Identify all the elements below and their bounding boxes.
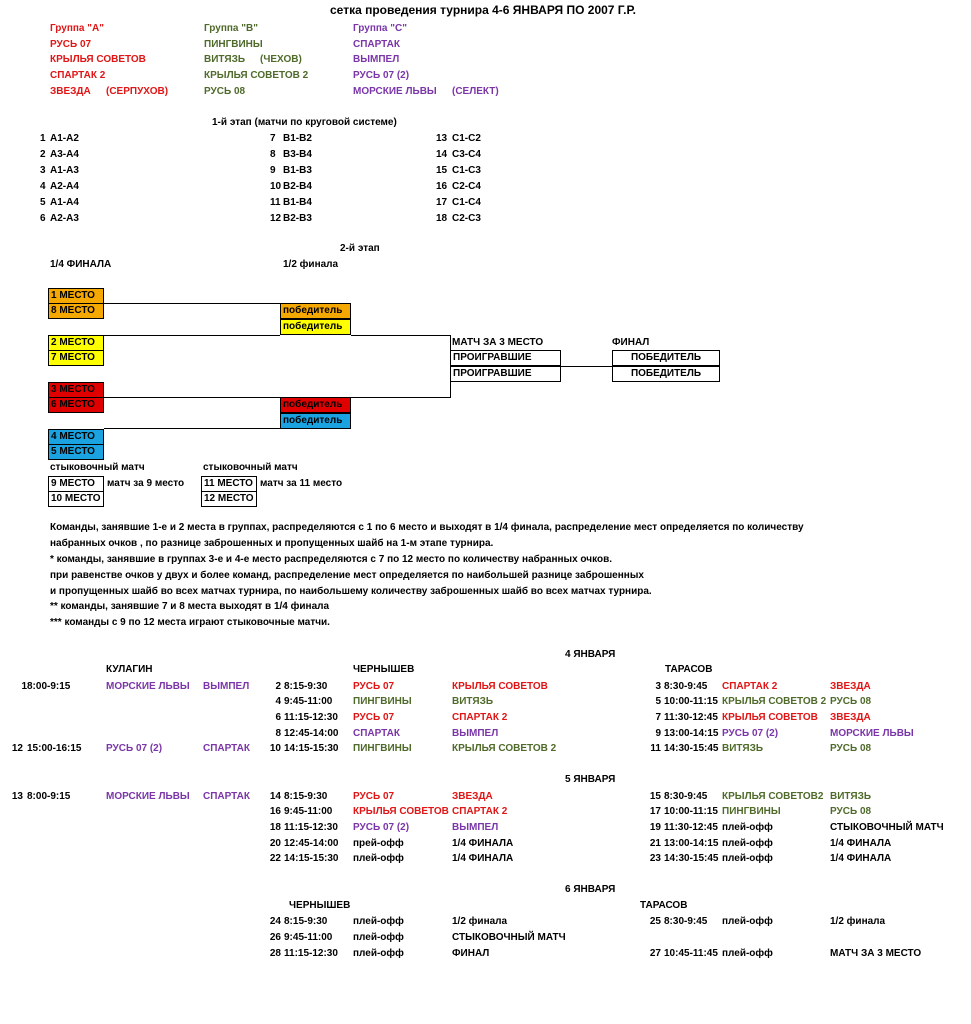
match-number: 14 (436, 149, 448, 160)
game-team-b: ЗВЕЗДА (452, 791, 493, 802)
game-team-a: плей-офф (722, 822, 773, 833)
game-number: 13 (11, 791, 23, 802)
game-number: 25 (649, 916, 661, 927)
game-number: 14 (269, 791, 281, 802)
game-number: 26 (269, 932, 281, 943)
match-pairing: В3-В4 (283, 149, 312, 160)
game-number: 4 (275, 696, 281, 707)
group-a-team: СПАРТАК 2 (50, 70, 106, 81)
game-number: 18 (269, 822, 281, 833)
game-team-a: плей-офф (353, 948, 404, 959)
joint-match-label: стыковочный матч (203, 462, 298, 473)
semi-winner-slot: победитель (280, 319, 351, 335)
game-team-b: МАТЧ ЗА 3 МЕСТО (830, 948, 922, 959)
match-number: 3 (40, 165, 46, 176)
group-c-team: РУСЬ 07 (2) (353, 70, 410, 81)
match-pairing: С2-С3 (452, 213, 481, 224)
game-team-a: КРЫЛЬЯ СОВЕТОВ (353, 806, 449, 817)
stage1-title: 1-й этап (матчи по круговой системе) (212, 117, 397, 128)
joint-slot-11: 11 МЕСТО (201, 476, 257, 492)
game-time: 9:45-11:00 (284, 696, 333, 707)
game-team-a: плей-офф (722, 948, 773, 959)
match-number: 17 (436, 197, 448, 208)
page-title: сетка проведения турнира 4-6 ЯНВАРЯ ПО 2007 Г.Р. (330, 3, 636, 17)
game-team-b: 1/2 финала (452, 916, 508, 927)
game-time: 8:30-9:45 (664, 916, 708, 927)
game-time: 8:00-9:15 (27, 791, 71, 802)
game-time: 9:45-11:00 (284, 932, 333, 943)
stage2-title: 2-й этап (340, 243, 380, 254)
joint-slot-12: 12 МЕСТО (201, 491, 257, 507)
game-team-b: МОРСКИЕ ЛЬВЫ (830, 728, 914, 739)
note-line: при равенстве очков у двух и более команд, распределение мест определяется по наибольшей разнице заброшенных (50, 570, 644, 581)
note-line: *** команды с 9 по 12 места играют стыковочные матчи. (50, 617, 330, 628)
game-number: 15 (649, 791, 661, 802)
game-time: 8:30-9:45 (664, 791, 708, 802)
semi-winner-slot: победитель (280, 397, 351, 413)
match-pairing: С1-С3 (452, 165, 481, 176)
match-pairing: С2-С4 (452, 181, 481, 192)
qf-slot-3: 3 МЕСТО (48, 382, 104, 398)
game-number: 20 (269, 838, 281, 849)
game-time: 8:15-9:30 (284, 791, 328, 802)
losers-slot: ПРОИГРАВШИЕ (450, 366, 561, 382)
game-number: 1 (21, 681, 27, 692)
bracket-line (104, 428, 280, 429)
match-pairing: А1-А2 (50, 133, 79, 144)
joint-match-label: стыковочный матч (50, 462, 145, 473)
game-time: 8:15-9:30 (284, 681, 328, 692)
game-team-b: ВИТЯЗЬ (452, 696, 494, 707)
match-pairing: В2-В3 (283, 213, 312, 224)
game-time: 13:00-14:15 (664, 838, 719, 849)
qf-slot-2: 2 МЕСТО (48, 335, 104, 351)
losers-slot: ПРОИГРАВШИЕ (450, 350, 561, 366)
qf-slot-4: 4 МЕСТО (48, 429, 104, 445)
match-number: 11 (270, 197, 281, 208)
game-number: 11 (650, 743, 661, 754)
match-number: 12 (270, 213, 282, 224)
game-number: 6 (275, 712, 281, 723)
game-time: 8:30-9:45 (664, 681, 708, 692)
game-time: 12:45-14:00 (284, 838, 339, 849)
match-pairing: В2-В4 (283, 181, 312, 192)
game-team-a: РУСЬ 07 (353, 791, 395, 802)
bracket-line (351, 335, 450, 336)
game-team-a: КРЫЛЬЯ СОВЕТОВ2 (722, 791, 824, 802)
qf-slot-6: 6 МЕСТО (48, 397, 104, 413)
game-number: 27 (649, 948, 661, 959)
game-team-a: плей-офф (353, 916, 404, 927)
match-number: 7 (270, 133, 276, 144)
bracket-line (351, 397, 450, 398)
game-team-b: РУСЬ 08 (830, 743, 872, 754)
day-header: 4 ЯНВАРЯ (565, 649, 616, 660)
game-time: 10:45-11:45 (664, 948, 718, 959)
rink-header: ЧЕРНЫШЕВ (289, 900, 351, 911)
game-number: 12 (11, 743, 23, 754)
group-a-team: КРЫЛЬЯ СОВЕТОВ (50, 54, 146, 65)
game-time: 11:30-12:45 (664, 712, 718, 723)
game-team-b: 1/2 финала (830, 916, 886, 927)
day-header: 5 ЯНВАРЯ (565, 774, 616, 785)
game-team-a: ПИНГВИНЫ (353, 696, 412, 707)
match-number: 9 (270, 165, 276, 176)
game-number: 2 (275, 681, 281, 692)
game-team-b: ВИТЯЗЬ (830, 791, 872, 802)
game-team-a: РУСЬ 07 (2) (353, 822, 410, 833)
game-time: 11:15-12:30 (284, 822, 338, 833)
game-time: 8:00-9:15 (27, 681, 71, 692)
game-team-a: РУСЬ 07 (353, 712, 395, 723)
game-number: 28 (269, 948, 281, 959)
group-b-team: РУСЬ 08 (204, 86, 246, 97)
game-time: 12:45-14:00 (284, 728, 339, 739)
match-number: 1 (40, 133, 46, 144)
game-team-b: СПАРТАК (203, 791, 250, 802)
game-team-a: РУСЬ 07 (2) (722, 728, 779, 739)
group-a-team: ЗВЕЗДА (50, 86, 91, 97)
game-team-a: прей-офф (353, 838, 404, 849)
game-team-a: КРЫЛЬЯ СОВЕТОВ 2 (722, 696, 827, 707)
game-team-b: СТЫКОВОЧНЫЙ МАТЧ (830, 822, 944, 833)
group-c-note: (СЕЛЕКТ) (452, 86, 499, 97)
game-number: 3 (655, 681, 661, 692)
game-time: 13:00-14:15 (664, 728, 719, 739)
qf-slot-7: 7 МЕСТО (48, 350, 104, 366)
game-team-b: СПАРТАК (203, 743, 250, 754)
match-pairing: А2-А3 (50, 213, 79, 224)
match-pairing: С3-С4 (452, 149, 481, 160)
match-pairing: А1-А4 (50, 197, 79, 208)
match-number: 5 (40, 197, 46, 208)
game-time: 10:00-11:15 (664, 806, 718, 817)
game-team-b: 1/4 ФИНАЛА (830, 838, 892, 849)
note-line: набранных очков , по разнице заброшенных и пропущенных шайб на 1-м этапе турнира. (50, 538, 494, 549)
match-number: 18 (436, 213, 448, 224)
match-9-label: матч за 9 место (107, 478, 185, 489)
game-number: 9 (655, 728, 661, 739)
match-pairing: В1-В4 (283, 197, 312, 208)
game-team-a: МОРСКИЕ ЛЬВЫ (106, 681, 190, 692)
game-number: 7 (655, 712, 661, 723)
game-time: 11:15-12:30 (284, 948, 338, 959)
match-pairing: А3-А4 (50, 149, 79, 160)
game-team-b: РУСЬ 08 (830, 696, 872, 707)
match-pairing: В1-В2 (283, 133, 312, 144)
joint-slot-10: 10 МЕСТО (48, 491, 104, 507)
group-c-team: МОРСКИЕ ЛЬВЫ (353, 86, 437, 97)
game-number: 22 (269, 853, 281, 864)
bracket-line (104, 303, 280, 304)
final-winner-slot: ПОБЕДИТЕЛЬ (612, 366, 720, 382)
game-team-a: плей-офф (353, 932, 404, 943)
game-time: 11:30-12:45 (664, 822, 718, 833)
game-team-b: ЗВЕЗДА (830, 712, 871, 723)
game-time: 14:30-15:45 (664, 853, 719, 864)
quarter-final-label: 1/4 ФИНАЛА (50, 259, 112, 270)
bracket-line (561, 366, 612, 367)
qf-slot-8: 8 МЕСТО (48, 303, 104, 319)
day-header: 6 ЯНВАРЯ (565, 884, 616, 895)
match-pairing: А1-А3 (50, 165, 79, 176)
group-b-team: ВИТЯЗЬ (204, 54, 246, 65)
game-number: 16 (269, 806, 281, 817)
note-line: и пропущенных шайб во всех матчах турнира, по наибольшему количеству заброшенных шайб во всех матчах турнира. (50, 586, 652, 597)
game-number: 19 (649, 822, 661, 833)
game-team-b: ВЫМПЕЛ (203, 681, 250, 692)
game-team-b: СПАРТАК 2 (452, 712, 508, 723)
game-number: 17 (649, 806, 661, 817)
game-team-a: плей-офф (353, 853, 404, 864)
game-team-a: КРЫЛЬЯ СОВЕТОВ (722, 712, 818, 723)
note-line: Команды, занявшие 1-е и 2 места в группах, распределяются с 1 по 6 место и выходят в 1/4 финала, распределение мест определяется по количеству (50, 522, 804, 533)
game-time: 14:15-15:30 (284, 853, 339, 864)
game-team-a: ПИНГВИНЫ (722, 806, 781, 817)
match-11-label: матч за 11 место (260, 478, 343, 489)
game-team-a: РУСЬ 07 (2) (106, 743, 163, 754)
match-number: 8 (270, 149, 276, 160)
group-c-team: СПАРТАК (353, 39, 400, 50)
game-number: 8 (275, 728, 281, 739)
game-team-a: СПАРТАК 2 (722, 681, 778, 692)
group-b-note: (ЧЕХОВ) (260, 54, 302, 65)
group-a-note: (СЕРПУХОВ) (106, 86, 169, 97)
game-number: 24 (269, 916, 281, 927)
game-team-b: РУСЬ 08 (830, 806, 872, 817)
match-number: 2 (40, 149, 46, 160)
bracket-line (104, 397, 280, 398)
game-team-b: КРЫЛЬЯ СОВЕТОВ 2 (452, 743, 557, 754)
game-time: 10:00-11:15 (664, 696, 718, 707)
rink-header: ЧЕРНЫШЕВ (353, 664, 415, 675)
match-number: 13 (436, 133, 448, 144)
game-team-b: СПАРТАК 2 (452, 806, 508, 817)
game-number: 23 (649, 853, 661, 864)
group-b-team: ПИНГВИНЫ (204, 39, 263, 50)
game-team-a: плей-офф (722, 838, 773, 849)
game-team-b: СТЫКОВОЧНЫЙ МАТЧ (452, 932, 566, 943)
game-time: 14:15-15:30 (284, 743, 339, 754)
game-team-a: МОРСКИЕ ЛЬВЫ (106, 791, 190, 802)
game-team-b: ФИНАЛ (452, 948, 490, 959)
bracket-line (104, 335, 280, 336)
game-number: 5 (655, 696, 661, 707)
match-number: 6 (40, 213, 46, 224)
group-a-title: Группа "А" (50, 23, 104, 34)
rink-header: ТАРАСОВ (640, 900, 688, 911)
match-number: 10 (270, 181, 282, 192)
match-number: 16 (436, 181, 448, 192)
game-team-a: плей-офф (722, 853, 773, 864)
game-time: 15:00-16:15 (27, 743, 82, 754)
game-number: 10 (269, 743, 281, 754)
match-number: 4 (40, 181, 46, 192)
rink-header: ТАРАСОВ (665, 664, 713, 675)
note-line: ** команды, занявшие 7 и 8 места выходят в 1/4 финала (50, 601, 330, 612)
game-team-b: 1/4 ФИНАЛА (830, 853, 892, 864)
rink-header: КУЛАГИН (106, 664, 153, 675)
game-time: 11:15-12:30 (284, 712, 338, 723)
note-line: * команды, занявшие в группах 3-е и 4-е место распределяются с 7 по 12 место по количеству набранных очков. (50, 554, 613, 565)
semi-winner-slot: победитель (280, 303, 351, 319)
group-c-team: ВЫМПЕЛ (353, 54, 400, 65)
game-team-b: ЗВЕЗДА (830, 681, 871, 692)
match-pairing: С1-С4 (452, 197, 481, 208)
qf-slot-5: 5 МЕСТО (48, 444, 104, 460)
group-b-title: Группа "В" (204, 23, 258, 34)
qf-slot-1: 1 МЕСТО (48, 288, 104, 304)
match-pairing: А2-А4 (50, 181, 79, 192)
third-place-label: МАТЧ ЗА 3 МЕСТО (452, 337, 544, 348)
game-team-b: 1/4 ФИНАЛА (452, 853, 514, 864)
game-team-a: СПАРТАК (353, 728, 400, 739)
game-team-b: КРЫЛЬЯ СОВЕТОВ (452, 681, 548, 692)
joint-slot-9: 9 МЕСТО (48, 476, 104, 492)
match-pairing: В1-В3 (283, 165, 312, 176)
semi-winner-slot: победитель (280, 413, 351, 429)
game-time: 9:45-11:00 (284, 806, 333, 817)
game-team-a: плей-офф (722, 916, 773, 927)
game-team-b: ВЫМПЕЛ (452, 728, 499, 739)
semi-final-label: 1/2 финала (283, 259, 339, 270)
game-time: 8:15-9:30 (284, 916, 328, 927)
group-a-team: РУСЬ 07 (50, 39, 92, 50)
game-number: 21 (649, 838, 661, 849)
final-label: ФИНАЛ (612, 337, 650, 348)
game-time: 14:30-15:45 (664, 743, 719, 754)
final-winner-slot: ПОБЕДИТЕЛЬ (612, 350, 720, 366)
game-team-a: ПИНГВИНЫ (353, 743, 412, 754)
game-team-b: ВЫМПЕЛ (452, 822, 499, 833)
match-number: 15 (436, 165, 448, 176)
game-team-b: 1/4 ФИНАЛА (452, 838, 514, 849)
game-team-a: ВИТЯЗЬ (722, 743, 764, 754)
match-pairing: С1-С2 (452, 133, 481, 144)
game-team-a: РУСЬ 07 (353, 681, 395, 692)
group-c-title: Группа "С" (353, 23, 407, 34)
group-b-team: КРЫЛЬЯ СОВЕТОВ 2 (204, 70, 309, 81)
